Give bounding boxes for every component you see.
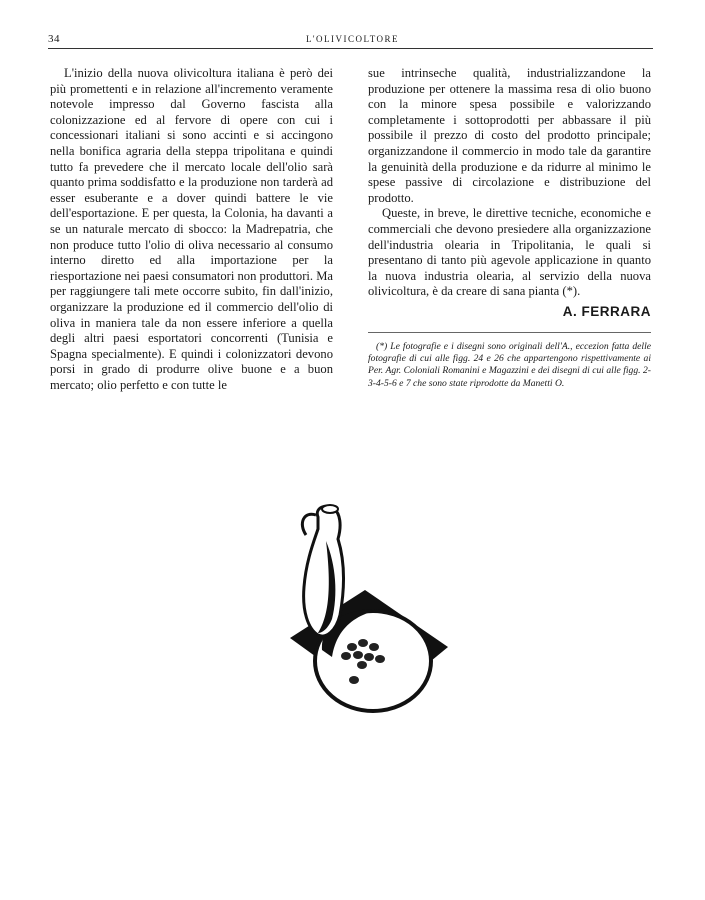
jar-mouth-icon xyxy=(322,505,338,513)
article-paragraph-1-continued: sue intrinseche qualità, industrializzandone la produzione per ottenere la massima resa di olio buono con la minore spesa possibile e valorizzando completamente i sottoprodotti per abbassare il più possibile il prezzo di costo del prodotto principale; organizzandone il commercio in modo tale da garantire la genuinità della produzione e da ridurre al minimo le spese passive di circolazione e distribuzione del prodotto. xyxy=(368,66,651,205)
running-header-title: L'OLIVICOLTORE xyxy=(305,34,400,44)
page-number: 34 xyxy=(48,33,60,45)
jar-handle-icon xyxy=(302,514,316,535)
article-right-column xyxy=(368,66,651,390)
footnote-rule xyxy=(368,332,651,333)
footnote: (*) Le fotografie e i disegni sono originali dell'A., eccezion fatta delle fotografie di cui alle figg. 24 e 26 che appartengono rispettivamente ai Per. Agr. Coloniali Romanini e Magazzini e dei disegni di cui alle figg. 2-3-4-5-6 e 7 che sono state riprodotte da Manetti O. xyxy=(368,340,651,389)
article-paragraph-2: Queste, in breve, le direttive tecniche, economiche e commerciali che devono presiedere alla organizzazione dell'industria olearia in Tripolitania, le quali si presentano di tanto più agevole applicazione in quanto la nuova industria olearia, al servizio della nuova olivicoltura, è da creare di sana pianta (*). xyxy=(368,206,651,299)
jar-body-icon xyxy=(304,506,344,636)
article-paragraph-1: L'inizio della nuova olivicoltura italiana è però dei più promettenti e in relazione all'incremento veramente notevole impresso dal Governo fascista alla colonizzazione ed al fervore di opere con cui i concessionari italiani si sono accinti e si accingono nella bonifica agraria della steppa tripolitana e quindi tutto fa prevedere che il mercato locale dell'olio sarà quanto prima soddisfatto e la produzione non tarderà ad esser esuberante e a dover quindi battere le vie dell'esportazione. E per questa, la Colonia, ha davanti a se un naturale mercato di sbocco: la Madrepatria, che non produce tutto l'olio di oliva necessario al consumo interno diretto ed alla importazione per la riesportazione nei paesi consumatori non produttori. Ma per raggiungere tali mete occorre subito, fin dall'inizio, organizzare la produzione ed il commercio dell'olio di oliva in maniera tale da non essere inferiore a quella degli altri paesi esportatori concorrenti (Tunisia e Spagna specialmente). E quindi i colonizzatori devono porsi in grado di produrre olive buone e a buon mercato; olio perfetto e con tutte le xyxy=(50,66,333,392)
author-signature: A. FERRARA xyxy=(562,303,651,319)
olive-jar-and-bowl-illustration xyxy=(270,495,450,720)
header-rule xyxy=(48,48,653,49)
article-left-column xyxy=(50,66,333,393)
